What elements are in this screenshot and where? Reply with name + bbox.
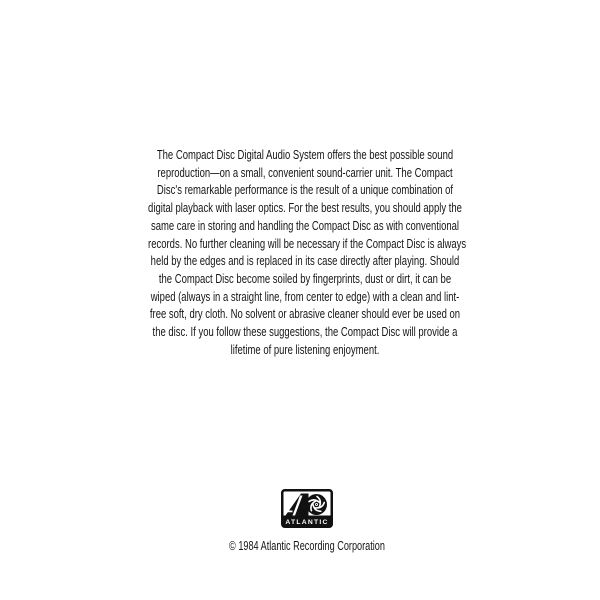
liner-notes-paragraph xyxy=(148,146,467,358)
copyright-notice: © 1984 Atlantic Recording Corporation xyxy=(229,539,385,553)
body-text-line: held by the edges and is replaced in its case directly after playing. Should xyxy=(150,253,460,269)
body-text-line: free soft, dry cloth. No solvent or abrasive cleaner should ever be used on xyxy=(149,306,461,322)
body-text-line: the disc. If you follow these suggestions, the Compact Disc will provide a xyxy=(152,324,458,340)
atlantic-records-logo xyxy=(281,489,333,528)
body-text-line: reproduction—on a small, convenient sound-carrier unit. The Compact xyxy=(157,164,453,180)
body-text-line: wiped (always in a straight line, from center to edge) with a clean and lint- xyxy=(150,288,460,304)
atlantic-logo-icon xyxy=(281,489,333,528)
atlantic-logo-wordmark: ATLANTIC xyxy=(285,518,329,526)
body-text-line: digital playback with laser optics. For the best results, you should apply the xyxy=(148,200,462,216)
body-text-line: the Compact Disc become soiled by fingerprints, dust or dirt, it can be xyxy=(158,270,452,286)
body-text-line: same care in storing and handling the Compact Disc as with conventional xyxy=(150,217,460,233)
body-text-line: records. No further cleaning will be necessary if the Compact Disc is always xyxy=(148,235,467,251)
body-text-line: The Compact Disc Digital Audio System offers the best possible sound xyxy=(156,147,454,162)
body-text-line: Disc's remarkable performance is the result of a unique combination of xyxy=(156,182,454,198)
body-text-line: lifetime of pure listening enjoyment. xyxy=(230,341,380,357)
